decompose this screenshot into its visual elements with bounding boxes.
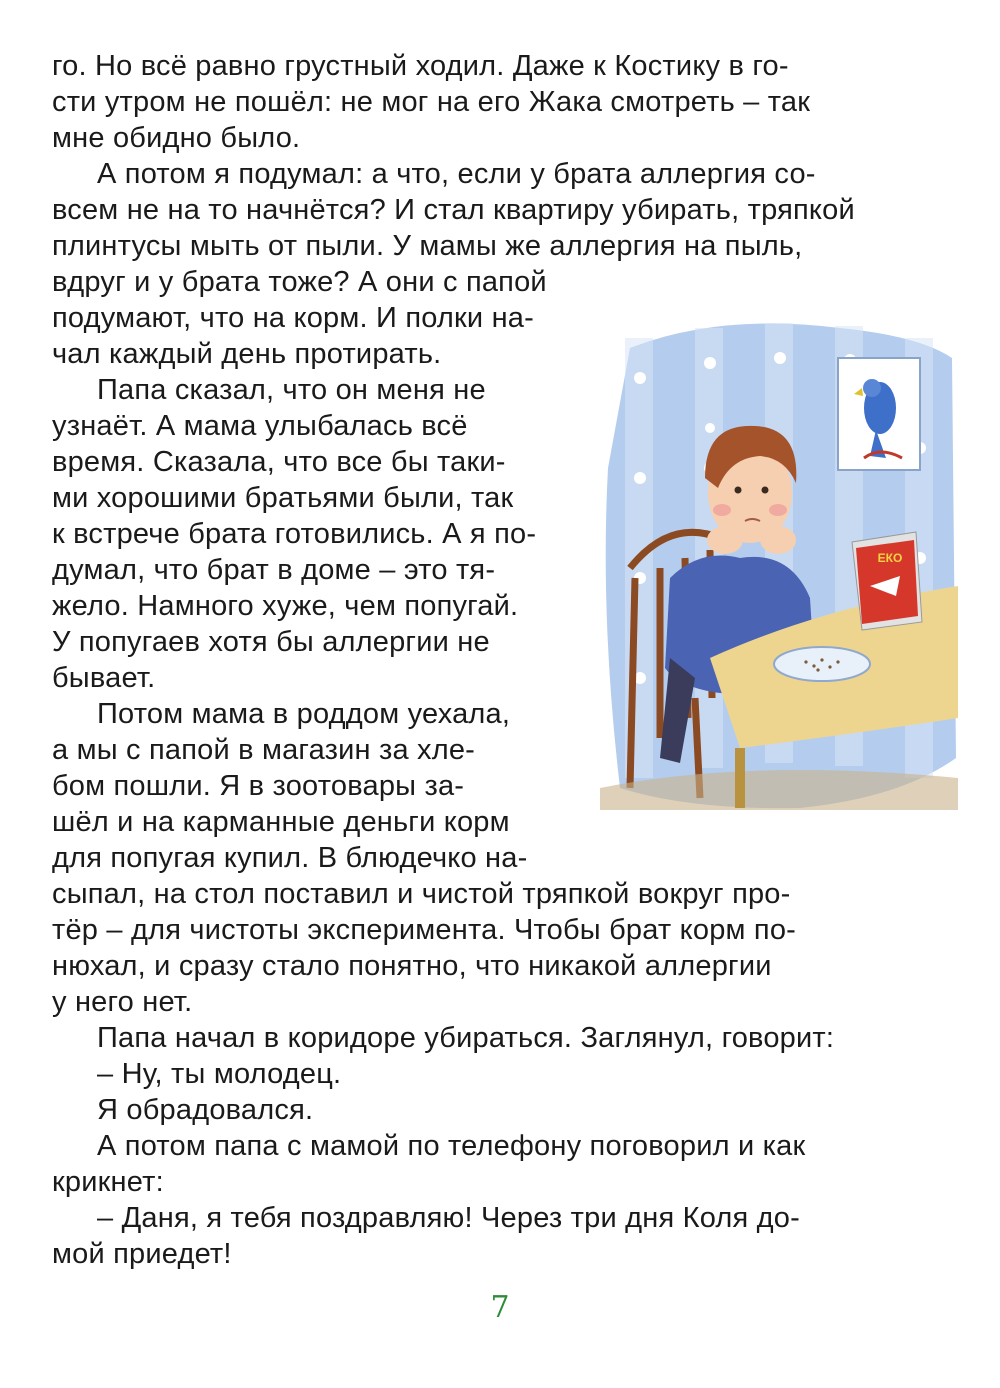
boy-left-hand xyxy=(707,526,743,554)
page-number: 7 xyxy=(490,1290,510,1325)
text-line: Папа сказал, что он меня не xyxy=(97,374,486,406)
text-line: – Даня, я тебя поздравляю! Через три дня Коля до- xyxy=(97,1202,800,1234)
text-line: У попугаев хотя бы аллергии не xyxy=(52,626,490,658)
text-line: А потом я подумал: а что, если у брата аллергия со- xyxy=(97,158,816,190)
text-line: думал, что брат в доме – это тя- xyxy=(52,554,496,586)
text-line: Папа начал в коридоре убираться. Заглянул, говорит: xyxy=(97,1022,835,1054)
text-line: у него нет. xyxy=(52,986,193,1018)
text-line: чал каждый день протирать. xyxy=(52,338,442,370)
text-line: плинтусы мыть от пыли. У мамы же аллергия на пыль, xyxy=(52,230,803,262)
text-line: бом пошли. Я в зоотовары за- xyxy=(52,770,465,802)
text-line: шёл и на карманные деньги корм xyxy=(52,806,510,838)
text-line: для попугая купил. В блюдечко на- xyxy=(52,842,528,874)
text-line: го. Но всё равно грустный ходил. Даже к Костику в го- xyxy=(52,50,789,82)
text-line: нюхал, и сразу стало понятно, что никакой аллергии xyxy=(52,950,772,982)
text-line: жело. Намного хуже, чем попугай. xyxy=(52,590,519,622)
text-line: Я обрадовался. xyxy=(97,1094,314,1126)
text-line: бывает. xyxy=(52,662,156,694)
bird-food-package xyxy=(852,532,922,630)
text-line: мне обидно было. xyxy=(52,122,301,154)
text-line: Потом мама в роддом уехала, xyxy=(97,698,511,730)
package-label: ЕКО xyxy=(877,551,903,565)
text-line: – Ну, ты молодец. xyxy=(97,1058,342,1090)
illustration-boy-at-table xyxy=(600,318,958,810)
plate-with-bird-food xyxy=(774,647,870,681)
text-line: мой приедет! xyxy=(52,1238,232,1270)
parrot-picture xyxy=(838,358,920,470)
text-line: А потом папа с мамой по телефону поговорил и как xyxy=(97,1130,806,1162)
boy-right-hand xyxy=(760,526,796,554)
text-line: а мы с папой в магазин за хле- xyxy=(52,734,476,766)
text-line: к встрече брата готовились. А я по- xyxy=(52,518,537,550)
text-line: узнаёт. А мама улыбалась всё xyxy=(52,410,468,442)
text-line: время. Сказала, что все бы таки- xyxy=(52,446,506,478)
text-line: тёр – для чистоты эксперимента. Чтобы брат корм по- xyxy=(52,914,797,946)
text-line: всем не на то начнётся? И стал квартиру убирать, тряпкой xyxy=(52,194,855,226)
text-line: ми хорошими братьями были, так xyxy=(52,482,514,514)
text-line: крикнет: xyxy=(52,1166,164,1198)
text-line: сыпал, на стол поставил и чистой тряпкой вокруг про- xyxy=(52,878,791,910)
text-line: сти утром не пошёл: не мог на его Жака смотреть – так xyxy=(52,86,811,118)
text-line: вдруг и у брата тоже? А они с папой xyxy=(52,266,547,298)
text-line: подумают, что на корм. И полки на- xyxy=(52,302,534,334)
